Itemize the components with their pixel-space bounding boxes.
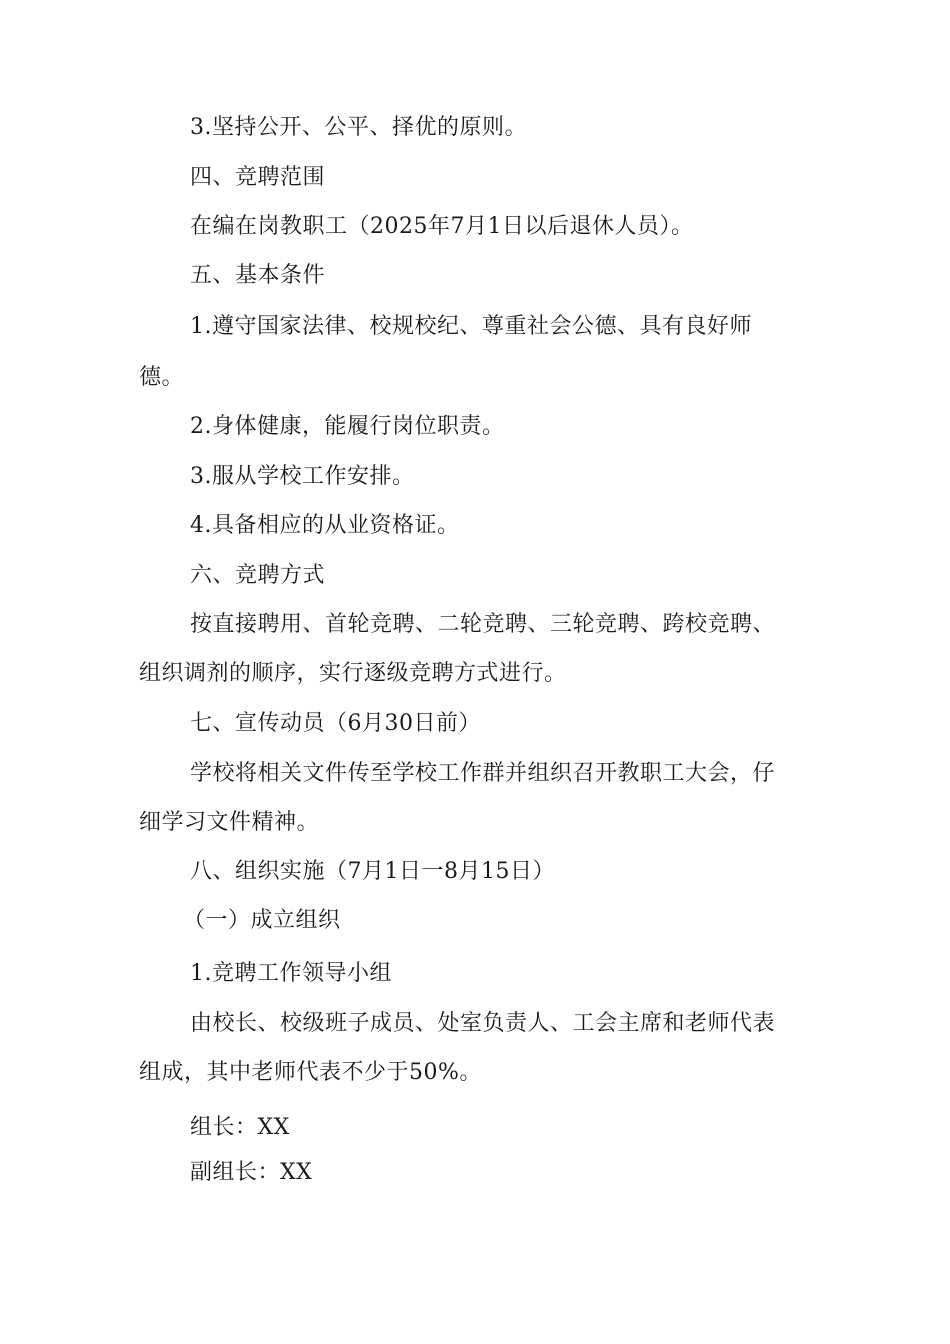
deputy-group-leader: 副组长：XX: [190, 1160, 313, 1185]
principle-3: 3.坚持公开、公平、择优的原则。: [190, 115, 527, 140]
section-heading-publicity: 七、宣传动员（6月30日前）: [190, 711, 481, 736]
leadership-group-heading: 1.竞聘工作领导小组: [190, 961, 392, 986]
condition-3: 3.服从学校工作安排。: [190, 464, 415, 489]
leadership-group-text-line-2: 组成，其中老师代表不少于50%。: [139, 1060, 482, 1085]
method-text-line-1: 按直接聘用、首轮竞聘、二轮竞聘、三轮竞聘、跨校竞聘、: [190, 612, 776, 637]
subsection-heading-organization: （一）成立组织: [183, 908, 341, 933]
condition-1-line-1: 1.遵守国家法律、校规校纪、尊重社会公德、具有良好师: [190, 314, 752, 339]
publicity-text-line-2: 细学习文件精神。: [139, 810, 320, 835]
method-text-line-2: 组织调剂的顺序，实行逐级竞聘方式进行。: [139, 661, 567, 686]
section-heading-implementation: 八、组织实施（7月1日一8月15日）: [190, 859, 555, 884]
condition-2: 2.身体健康，能履行岗位职责。: [190, 414, 505, 439]
condition-1-line-2: 德。: [139, 365, 185, 390]
leadership-group-text-line-1: 由校长、校级班子成员、处室负责人、工会主席和老师代表: [190, 1011, 776, 1036]
section-heading-scope: 四、竞聘范围: [190, 165, 326, 190]
publicity-text-line-1: 学校将相关文件传至学校工作群并组织召开教职工大会，仔: [190, 761, 776, 786]
scope-text: 在编在岗教职工（2025年7月1日以后退休人员）。: [190, 214, 694, 239]
group-leader: 组长：XX: [190, 1115, 290, 1140]
section-heading-conditions: 五、基本条件: [190, 263, 326, 288]
section-heading-method: 六、竞聘方式: [190, 563, 326, 588]
condition-4: 4.具备相应的从业资格证。: [190, 513, 460, 538]
